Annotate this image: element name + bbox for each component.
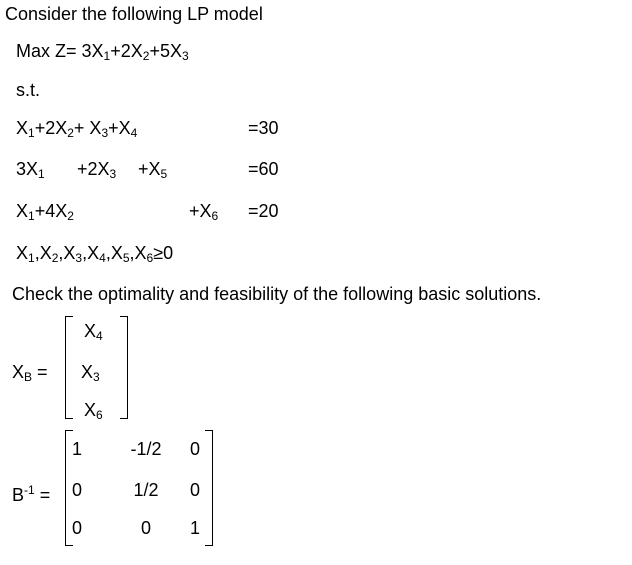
- constraint-2-lhs: $3X_1$: [16, 159, 45, 181]
- nonnegativity-constraint: $X_1,X_2,X_3,X_4,X_5,X_6\ge 0$: [16, 243, 174, 265]
- constraint-1-rhs: =30: [248, 118, 279, 138]
- binv-cell-r1c2: -1/2: [130, 439, 162, 459]
- constraint-3-rhs: =20: [248, 201, 279, 221]
- binv-cell-r1c3: 0: [189, 439, 200, 459]
- binv-cell-r2c2: 1/2: [133, 480, 159, 500]
- constraint-2-x3: $+2X_3$: [77, 159, 117, 181]
- binv-cell-r3c1: 0: [71, 518, 82, 538]
- binv-cell-r3c2: 0: [140, 518, 151, 538]
- xb-entry-3: $X_6$: [84, 400, 103, 422]
- constraint-3-x6: $+X_6$: [189, 201, 219, 223]
- constraint-2-rhs: =60: [248, 159, 279, 179]
- binv-cell-r2c1: 0: [71, 480, 82, 500]
- problem-intro: Consider the following LP model: [5, 4, 263, 24]
- constraint-1-lhs: $X_1+2X_2+ X_3+X_4$: [16, 118, 138, 140]
- xb-label: $X_B$ =: [12, 362, 48, 384]
- binv-cell-r3c3: 1: [189, 518, 200, 538]
- objective-function: Max $Z= 3X_1+2X_2+5X_3$: [16, 41, 189, 63]
- xb-entry-2: $X_3$: [81, 362, 100, 384]
- xb-entry-1: $X_4$: [84, 321, 103, 343]
- binv-cell-r1c1: 1: [71, 439, 82, 459]
- binv-cell-r2c3: 0: [189, 480, 200, 500]
- constraint-2-x5: $+X_5$: [138, 159, 168, 181]
- constraint-3-lhs: $X_1+4X_2$: [16, 201, 74, 223]
- subject-to-label: s.t.: [16, 80, 41, 100]
- binv-label: $B^{-1}$ =: [12, 483, 51, 505]
- question-text: Check the optimality and feasibility of the following basic solutions.: [12, 284, 542, 304]
